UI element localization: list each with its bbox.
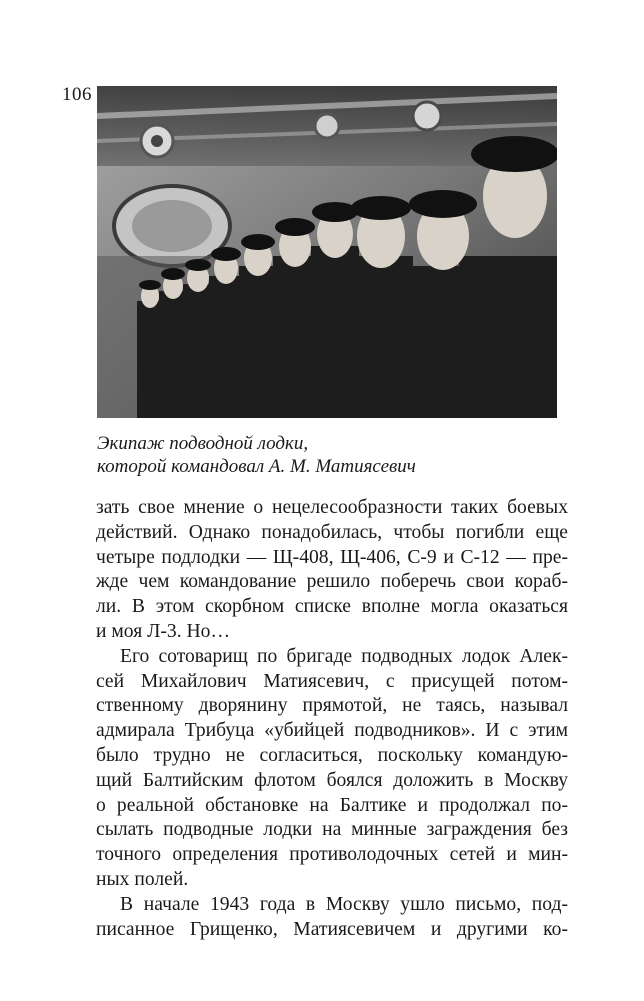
caption-line-2: которой командовал А. М. Матиясевич (97, 456, 416, 477)
text-line: ных полей. (96, 868, 189, 890)
caption-line-1: Экипаж подводной лодки, (97, 433, 309, 454)
text-line: сей Михайлович Матиясевич, с присущей потом- (96, 670, 568, 692)
page-number: 106 (62, 84, 92, 105)
crew-photo (97, 86, 557, 418)
text-line: жде чем командование решило поберечь свои кораб- (96, 571, 568, 593)
text-line: В начале 1943 года в Москву ушло письмо, под- (120, 893, 568, 915)
text-line: о реальной обстановке на Балтике и продолжал по- (96, 794, 568, 816)
crew-photo-illustration (97, 86, 557, 418)
text-line: Его сотоварищ по бригаде подводных лодок Алек- (120, 645, 568, 667)
text-line: точного определения противолодочных сетей и мин- (96, 844, 568, 866)
text-line: и моя Л-3. Но… (96, 620, 231, 642)
text-line: четыре подлодки — Щ-408, Щ-406, С-9 и С-12 — пре- (96, 546, 568, 568)
text-line: ли. В этом скорбном списке вполне могла оказаться (96, 596, 568, 618)
text-line: адмирала Трибуца «убийцей подводников». И с этим (96, 720, 568, 742)
text-line: ственному дворянину прямотой, не таясь, называл (96, 695, 568, 717)
text-line: сылать подводные лодки на минные заграждения без (96, 819, 568, 841)
text-line: зать свое мнение о нецелесообразности таких боевых (96, 497, 568, 518)
photo-caption (97, 432, 567, 478)
text-line: щий Балтийским флотом боялся доложить в Москву (96, 769, 568, 791)
text-line: писанное Грищенко, Матиясевичем и другими ко- (96, 918, 568, 940)
text-line: действий. Однако понадобилась, чтобы погибли еще (96, 521, 568, 543)
body-text (96, 496, 568, 942)
text-line: было трудно не согласиться, поскольку командую- (96, 744, 568, 766)
